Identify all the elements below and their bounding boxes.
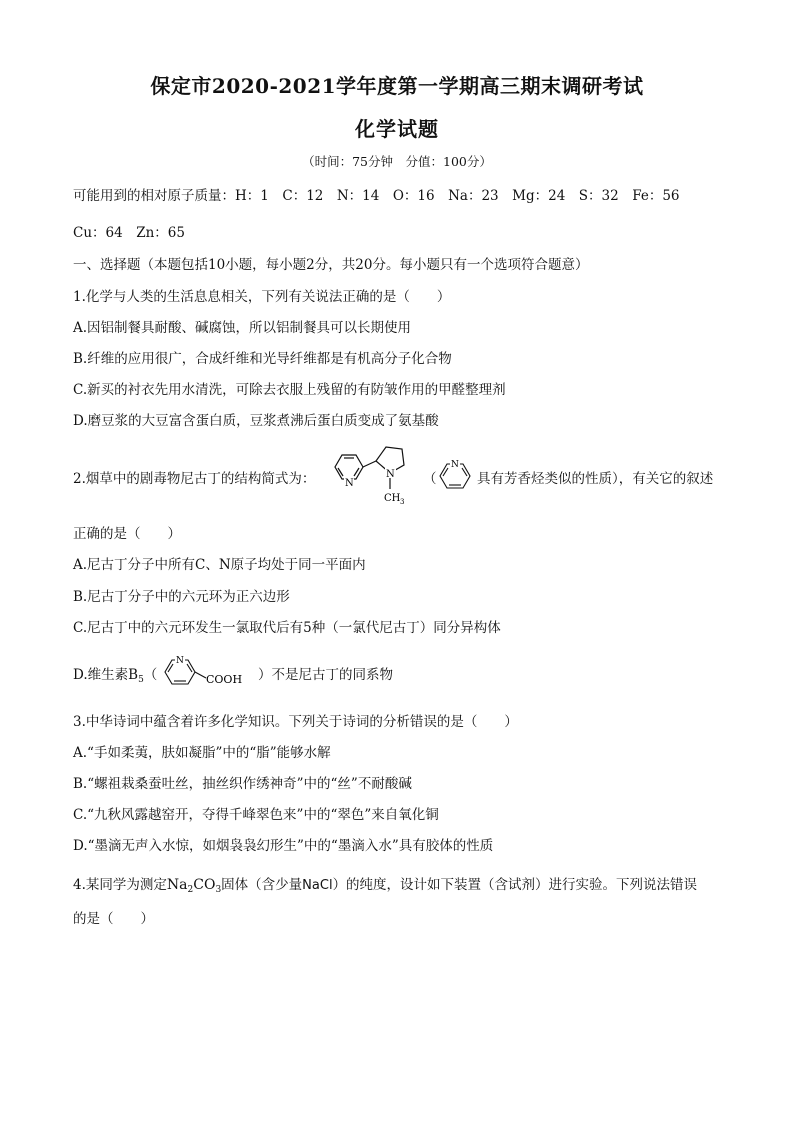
b5-cooh: COOH	[206, 673, 243, 686]
q2-option-c: C.尼古丁中的六元环发生一氯取代后有5种（一氯代尼古丁）同分异构体	[73, 620, 501, 636]
q2-option-d	[73, 666, 157, 689]
q3-option-a: A.“手如柔荑，肤如凝脂”中的“脂”能够水解	[73, 745, 331, 761]
q3-stem: 3.中华诗词中蕴含着许多化学知识。下列关于诗词的分析错误的是（ ）	[73, 714, 518, 730]
q4-stem-line1	[73, 876, 697, 899]
section1-heading: 一、选择题（本题包括10小题，每小题2分，共20分。每小题只有一个选项符合题意）	[73, 257, 589, 273]
q4-nacl: NaCl	[302, 878, 333, 893]
q4-stem-a: 4.某同学为测定	[73, 877, 167, 893]
q2-option-d-text-b: （	[143, 667, 158, 683]
atomic-masses-line2: Cu：64 Zn：65	[73, 225, 185, 241]
q2-option-d-text-c: ）不是尼古丁的同系物	[258, 667, 393, 683]
q4-stem-c: ）的纯度，设计如下装置（含试剂）进行实验。下列说法错误	[332, 877, 698, 893]
exam-info: （时间：75分钟 分值：100分）	[302, 154, 492, 169]
q2-option-a: A.尼古丁分子中所有C、N原子均处于同一平面内	[73, 557, 366, 573]
q4-formula-na: Na	[166, 877, 188, 893]
q4-formula-co: CO	[193, 877, 216, 893]
q2-stem-d: 正确的是（ ）	[73, 526, 181, 542]
exam-title: 保定市2020-2021学年度第一学期高三期末调研考试	[150, 74, 644, 98]
atomic-masses-prefix: 可能用到的相对原子质量：	[73, 188, 235, 204]
nicotine-structure	[322, 443, 422, 511]
q1-option-d: D.磨豆浆的大豆富含蛋白质，豆浆煮沸后蛋白质变成了氨基酸	[73, 413, 439, 429]
b5-n: N	[176, 656, 184, 666]
q1-option-b: B.纤维的应用很广，合成纤维和光导纤维都是有机高分子化合物	[73, 351, 452, 367]
pyridine-n: N	[451, 460, 459, 470]
q4-stem-d: 的是（ ）	[73, 911, 154, 927]
q4-stem-b: 固体（含少量	[221, 877, 303, 893]
vitamin-b5-structure	[160, 652, 260, 694]
atomic-masses-line1	[73, 187, 680, 205]
q2-stem-b: （	[423, 471, 437, 487]
nicotine-n-ring: N	[345, 478, 354, 489]
q1-option-c: C.新买的衬衣先用水清洗，可除去衣服上残留的有防皱作用的甲醛整理剂	[73, 382, 506, 398]
nicotine-methyl: CH	[384, 493, 401, 504]
q2-stem-a: 2.烟草中的剧毒物尼古丁的结构简式为：	[73, 471, 316, 487]
nicotine-methyl-sub: 3	[400, 498, 405, 506]
q2-stem-c: 具有芳香烃类似的性质），有关它的叙述	[477, 471, 714, 487]
q2-option-d-text-a: D.维生素B	[73, 667, 139, 683]
q2-option-b: B.尼古丁分子中的六元环为正六边形	[73, 589, 290, 605]
q2-option-d-sub: 5	[138, 675, 144, 685]
q1-stem: 1.化学与人类的生活息息相关，下列有关说法正确的是（ ）	[73, 289, 451, 305]
q1-option-a: A.因铝制餐具耐酸、碱腐蚀，所以铝制餐具可以长期使用	[73, 320, 412, 336]
q3-option-d: D.“墨滴无声入水惊，如烟袅袅幻形生”中的“墨滴入水”具有胶体的性质	[73, 838, 494, 854]
q3-option-c: C.“九秋风露越窑开，夺得千峰翠色来”中的“翠色”来自氧化铜	[73, 807, 439, 823]
subject-title: 化学试题	[355, 117, 439, 141]
pyridine-structure	[437, 456, 473, 496]
q4-formula-sub2: 3	[215, 885, 222, 895]
q3-option-b: B.“螺祖栽桑蚕吐丝，抽丝织作绣神奇”中的“丝”不耐酸碱	[73, 776, 412, 792]
q4-formula-sub1: 2	[187, 885, 194, 895]
atomic-masses-values: H：1 C：12 N：14 O：16 Na：23 Mg：24 S：32 Fe：56	[235, 188, 680, 204]
nicotine-n-pyrrolidine: N	[386, 469, 395, 480]
